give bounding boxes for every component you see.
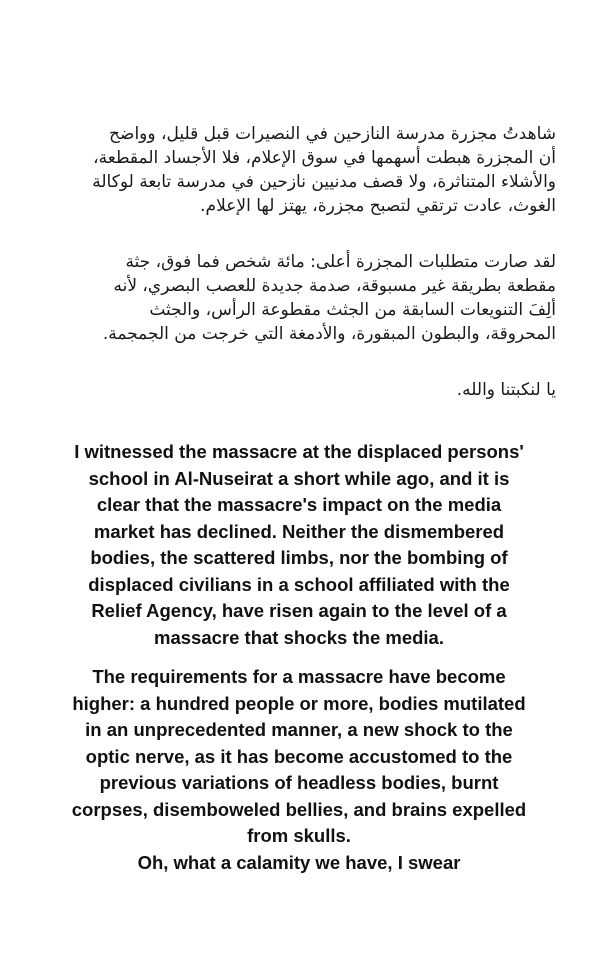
english-line: higher: a hundred people or more, bodies mutilated	[72, 692, 526, 714]
english-line: The requirements for a massacre have become	[92, 666, 506, 687]
english-line: in an unprecedented manner, a new shock to the	[85, 719, 513, 740]
english-line: displaced civilians in a school affiliated with the	[88, 573, 510, 595]
english-line: Relief Agency, have risen again to the level of a	[91, 600, 507, 621]
arabic-line: المحروقة، والبطون المبقورة، والأدمغة التي خرجت من الجمجمة.	[102, 324, 556, 344]
arabic-closing-line: يا لنكبتنا والله.	[456, 380, 556, 400]
english-line: optic nerve, as it has become accustomed to the	[85, 745, 513, 767]
english-paragraph-1	[20, 439, 578, 651]
english-line: market has declined. Neither the dismembered	[93, 520, 505, 542]
arabic-closing	[40, 378, 556, 402]
arabic-paragraph-2	[40, 250, 556, 346]
english-line: previous variations of headless bodies, burnt	[99, 772, 499, 793]
arabic-paragraph-1	[40, 122, 556, 218]
english-paragraph-2	[20, 664, 578, 876]
english-line: clear that the massacre's impact on the media	[96, 494, 502, 515]
arabic-line: الغوث، عادت ترتقي لتصبح مجزرة، يهتز لها الإعلام.	[200, 196, 556, 216]
arabic-line: شاهدتُ مجزرة مدرسة النازحين في النصيرات قبل قليل، وواضح	[109, 124, 556, 144]
english-line: I witnessed the massacre at the displaced persons'	[74, 441, 524, 462]
english-line: school in Al-Nuseirat a short while ago, and it is	[88, 467, 510, 489]
arabic-line: لقد صارت متطلبات المجزرة أعلى: مائة شخص فما فوق، جثة	[125, 252, 556, 272]
arabic-line: مقطعة بطريقة غير مسبوقة، صدمة جديدة للعصب البصري، لأنه	[113, 276, 556, 296]
english-closing-line: Oh, what a calamity we have, I swear	[137, 851, 461, 873]
english-line: massacre that shocks the media.	[154, 626, 444, 648]
arabic-line: والأشلاء المتناثرة، ولا قصف مدنيين نازحين في مدرسة تابعة لوكالة	[92, 172, 556, 192]
english-line: bodies, the scattered limbs, nor the bombing of	[90, 547, 508, 568]
arabic-line: ألِفَ التنويعات السابقة من الجثث مقطوعة الرأس، والجثث	[149, 300, 556, 320]
arabic-line: أن المجزرة هبطت أسهمها في سوق الإعلام، فلا الأجساد المقطعة،	[93, 148, 556, 168]
english-line: corpses, disemboweled bellies, and brains expelled	[71, 798, 527, 820]
english-line: from skulls.	[247, 825, 351, 846]
